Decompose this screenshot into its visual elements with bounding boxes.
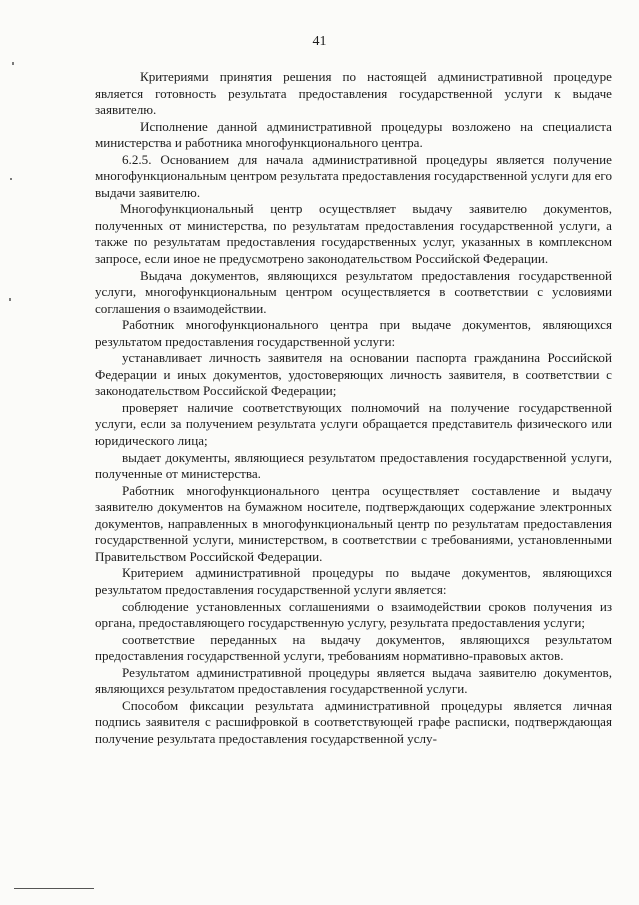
paragraph-criterion: Критерием административной процедуры по выдаче документов, являющихся результатом предоставления государственной услуги является: <box>95 565 612 597</box>
paragraph-paper-copies: Работник многофункционального центра осуществляет составление и выдачу заявителю документов на бумажном носителе, подтверждающих содержание электронных документов, направленных в многофункциональный центр по результатам предоставления государственной услуги, министерством, в соответствии с требованиями, установленными Правительством Российской Федерации. <box>95 482 612 564</box>
paragraph-fixation: Способом фиксации результата административной процедуры является личная подпись заявителя с расшифровкой в соответствующей графе расписки, подтверждающая получение результата предоставления государственной услу- <box>95 697 612 746</box>
paragraph-result: Результатом административной процедуры является выдача заявителю документов, являющихся результатом предоставления государственной услуги. <box>95 664 612 697</box>
footer-rule <box>14 888 94 889</box>
list-item-identity: устанавливает личность заявителя на основании паспорта гражданина Российской Федерации и иных документов, удостоверяющих личность заявителя, в соответствии с законодательством Российской Федерации; <box>95 350 612 399</box>
paragraph-criteria: Критериями принятия решения по настоящей административной процедуре является готовность результата предоставления государственной услуги к выдаче заявителю. <box>95 69 612 118</box>
document-body <box>95 69 612 747</box>
paragraph-execution: Исполнение данной административной процедуры возложено на специалиста министерства и работника многофункционального центра. <box>95 118 612 151</box>
page-number: 41 <box>312 34 327 49</box>
paragraph-worker-duties: Работник многофункционального центра при выдаче документов, являющихся результатом предоставления государственной услуги: <box>95 317 612 349</box>
scan-speck <box>10 178 12 180</box>
paragraph-issue-docs: Выдача документов, являющихся результатом предоставления государственной услуги, многофункциональным центром осуществляется в соответствии с условиями соглашения о взаимодействии. <box>95 267 612 316</box>
paragraph-mfc-issue: Многофункциональный центр осуществляет выдачу заявителю документов, полученных от министерства, по результатам предоставления государственной услуги, а также по результатам предоставления государственных услуг, указанных в комплексном запросе, если иное не предусмотрено законодательством Российской Федерации. <box>95 201 612 267</box>
list-item-deadlines: соблюдение установленных соглашениями о взаимодействии сроков получения из органа, предоставляющего государственную услугу, результата предоставления услуги; <box>95 598 612 631</box>
list-item-authority: проверяет наличие соответствующих полномочий на получение государственной услуги, если за получением результата услуги обращается представитель физического или юридического лица; <box>95 399 612 449</box>
scan-speck <box>9 298 11 301</box>
paragraph-6-2-5: 6.2.5. Основанием для начала административной процедуры является получение многофункциональным центром результата предоставления государственной услуги для его выдачи заявителю. <box>95 151 612 200</box>
list-item-compliance: соответствие переданных на выдачу документов, являющихся результатом предоставления государственной услуги, требованиям нормативно-правовых актов. <box>95 631 612 664</box>
list-item-hand-over: выдает документы, являющиеся результатом предоставления государственной услуги, полученные от министерства. <box>95 449 612 482</box>
scan-speck <box>12 62 14 65</box>
